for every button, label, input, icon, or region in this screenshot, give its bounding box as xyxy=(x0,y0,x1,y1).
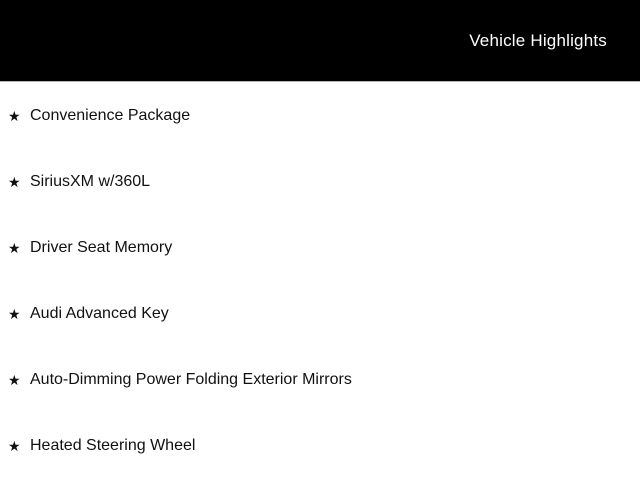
highlight-label: Audi Advanced Key xyxy=(30,305,169,322)
highlight-item xyxy=(8,149,640,215)
star-icon: ★ xyxy=(8,174,21,190)
highlight-label: Driver Seat Memory xyxy=(30,239,173,256)
star-icon: ★ xyxy=(8,438,21,454)
page-title: Vehicle Highlights xyxy=(469,30,607,50)
header-bar xyxy=(0,0,640,82)
star-icon: ★ xyxy=(8,108,21,124)
highlight-label: Auto-Dimming Power Folding Exterior Mirrors xyxy=(30,371,352,388)
highlight-item xyxy=(8,413,640,479)
star-icon: ★ xyxy=(8,372,21,388)
highlight-item xyxy=(8,215,640,281)
highlights-list xyxy=(0,83,640,479)
highlight-item xyxy=(8,347,640,413)
highlight-item xyxy=(8,281,640,347)
highlight-item xyxy=(8,83,640,149)
star-icon: ★ xyxy=(8,306,21,322)
highlight-label: SiriusXM w/360L xyxy=(30,173,151,190)
highlight-label: Heated Steering Wheel xyxy=(30,437,196,454)
highlight-label: Convenience Package xyxy=(30,107,191,124)
star-icon: ★ xyxy=(8,240,21,256)
